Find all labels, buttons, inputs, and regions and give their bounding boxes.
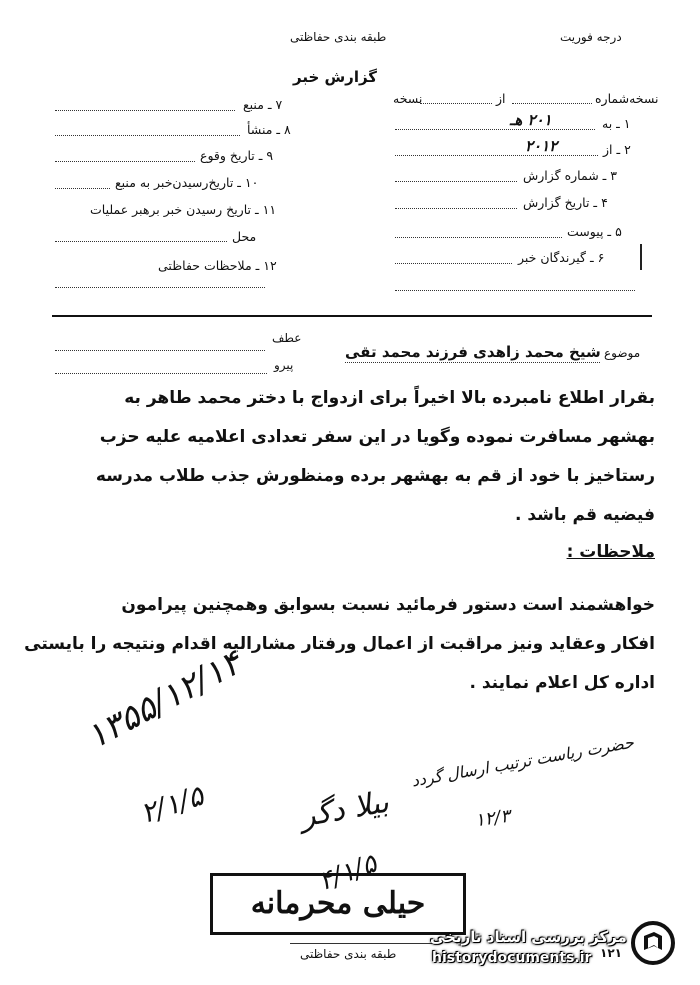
body-line-3: رستاخیز با خود از قم به بهشهر برده ومنظورش جذب طلاب مدرسه xyxy=(95,466,655,486)
subject-value: شیخ محمد زاهدی فرزند محمد تقی xyxy=(345,343,601,361)
classification-top: طبقه بندی حفاظتی xyxy=(290,30,387,44)
notes-heading: ملاحظات : xyxy=(566,542,655,562)
to-value: ۲۰۱ هـ xyxy=(510,111,552,129)
archive-logo-icon xyxy=(630,920,676,966)
copy-from-label: از xyxy=(496,91,506,106)
handwritten-instruction: حضرت ریاست ترتیب ارسال گردد xyxy=(410,732,636,791)
received-ops-label: ۱۱ ـ تاریخ رسیدن خبر برهبر عملیات xyxy=(90,202,277,217)
origin-line xyxy=(55,135,240,136)
atf-line xyxy=(55,350,265,351)
footer-rule xyxy=(290,943,440,944)
margin-mark xyxy=(640,244,642,270)
peyro-label: پیرو xyxy=(274,358,294,372)
handwritten-date-small: ۲/۱/۵ xyxy=(136,778,208,831)
subject-line xyxy=(345,362,600,363)
copy-from-line xyxy=(420,103,492,104)
urgency-label: درجه فوریت xyxy=(560,30,622,44)
notes-line-2: افکار وعقاید ونیز مراقبت از اعمال ورفتار مشارالیه اقدام ونتیجه را بایستی xyxy=(24,634,655,654)
handwritten-note: بیلا دگر xyxy=(297,784,392,835)
handwritten-initials: ۱۲/۳ xyxy=(473,805,512,832)
report-number-line xyxy=(395,181,517,182)
copy-word-label: نسخه xyxy=(393,91,423,106)
copy-number-line xyxy=(512,103,592,104)
report-number-label: ۳ ـ شماره گزارش xyxy=(523,168,618,183)
body-line-1: بقرار اطلاع نامبرده بالا اخیراً برای ازدواج با دختر محمد طاهر به xyxy=(124,388,655,408)
received-ops-location-label: محل xyxy=(232,229,257,244)
notes-line-3: اداره کل اعلام نمایند . xyxy=(469,673,655,693)
to-line xyxy=(395,129,595,130)
origin-label: ۸ ـ منشأ xyxy=(247,122,291,137)
atf-label: عطف xyxy=(272,331,302,345)
event-date-line xyxy=(55,161,195,162)
from-label: ۲ ـ از xyxy=(603,142,631,157)
body-line-2: بهشهر مسافرت نموده وگویا در این سفر تعدادی اعلامیه علیه حزب xyxy=(99,427,655,447)
attachment-label: ۵ ـ پیوست xyxy=(567,224,622,239)
received-source-line xyxy=(55,188,110,189)
classification-bottom: طبقه بندی حفاظتی xyxy=(300,947,397,961)
to-label: ۱ ـ به xyxy=(602,116,631,131)
confidential-stamp xyxy=(210,873,466,935)
report-title: گزارش خبر xyxy=(293,68,378,86)
archive-logo-text: مرکز بررسی اسناد تاریخی xyxy=(430,928,627,946)
source-label: ۷ ـ منبع xyxy=(243,97,283,112)
body-line-4: فیضیه قم باشد . xyxy=(514,505,655,525)
attachment-line xyxy=(395,237,562,238)
peyro-line xyxy=(55,373,267,374)
recipients-line-1 xyxy=(395,263,512,264)
copy-number-label: نسخه‌شماره xyxy=(595,91,659,106)
handwritten-date: ۱۳۵۵/۱۲/۱۴ xyxy=(80,642,249,758)
from-line xyxy=(395,155,598,156)
header-divider xyxy=(52,315,652,317)
security-notes-line xyxy=(55,287,265,288)
page-number: ۱۲۱ xyxy=(600,946,622,960)
report-date-label: ۴ ـ تاریخ گزارش xyxy=(523,195,608,210)
recipients-label: ۶ ـ گیرندگان خبر xyxy=(518,250,605,265)
received-source-label: ۱۰ ـ تاریخ‌رسیدن‌خبر به منبع xyxy=(115,175,259,190)
notes-line-1: خواهشمند است دستور فرمائید نسبت بسوابق وهمچنین پیرامون xyxy=(121,595,655,615)
report-date-line xyxy=(395,208,517,209)
source-line xyxy=(55,110,235,111)
from-value: ۲۰۱۲ xyxy=(525,137,558,155)
event-date-label: ۹ ـ تاریخ وقوع xyxy=(200,148,274,163)
subject-label: موضوع xyxy=(604,346,641,360)
archive-site: historydocuments.ir xyxy=(432,950,592,966)
security-notes-label: ۱۲ ـ ملاحظات حفاظتی xyxy=(158,258,277,273)
received-ops-line xyxy=(55,241,227,242)
handwritten-stamp-ref: ۴/۱/۵ xyxy=(314,848,381,898)
recipients-line-2 xyxy=(395,290,635,291)
stamp-text: حیلی محرمانه xyxy=(250,886,426,921)
